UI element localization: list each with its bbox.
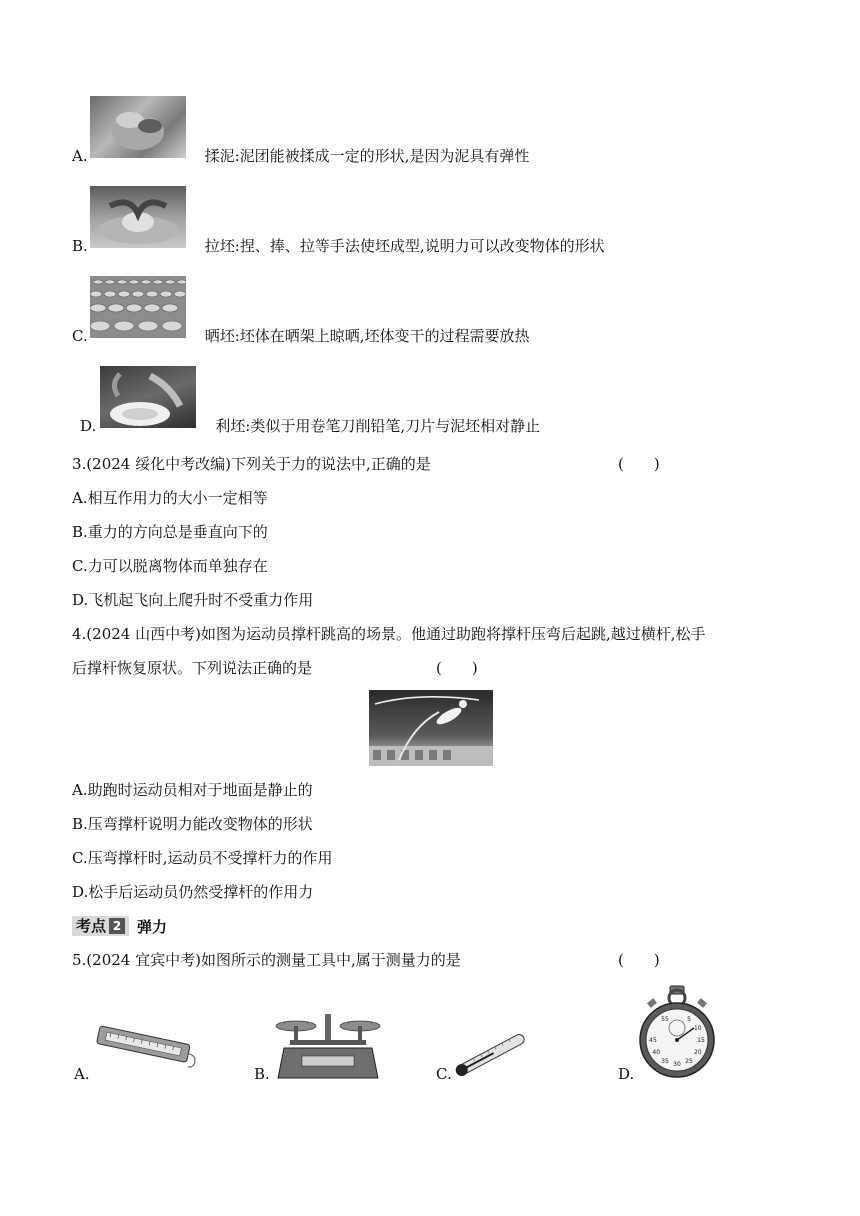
spring-scale-image [92, 1022, 202, 1080]
q3-option-a: A.相互作用力的大小一定相等 [72, 489, 268, 507]
q2-option-a: A. 揉泥:泥团能被揉成一定的形状,是因为泥具有弹性 [72, 147, 530, 165]
q4-option-b: B.压弯撑杆说明力能改变物体的形状 [72, 815, 313, 833]
stopwatch-numeral: 30 [673, 1061, 681, 1068]
section-title: 弹力 [137, 917, 168, 936]
stopwatch-numeral: 40 [652, 1049, 661, 1056]
stopwatch-svg [636, 984, 718, 1080]
stopwatch-numeral: 25 [685, 1057, 693, 1065]
stopwatch-numeral: 35 [661, 1057, 669, 1065]
q2-option-b: B. 拉坯:捏、捧、拉等手法使坯成型,说明力可以改变物体的形状 [72, 237, 605, 255]
stopwatch-numeral: 5 [687, 1016, 691, 1024]
q3-option-b: B.重力的方向总是垂直向下的 [72, 523, 268, 541]
section-heading [72, 916, 167, 936]
q3-option-d: D.飞机起飞向上爬升时不受重力作用 [72, 591, 314, 609]
q4-stem-line1: 4.(2024 山西中考)如图为运动员撑杆跳高的场景。他通过助跑将撑杆压弯后起跳,越过横杆,松手 [72, 625, 706, 643]
pole-vault-photo [369, 690, 493, 766]
q4-option-a: A.助跑时运动员相对于地面是静止的 [72, 781, 313, 799]
stopwatch-numeral: 15 [697, 1037, 705, 1044]
section-number: 2 [109, 918, 125, 934]
q5-option-a: A. [74, 1065, 90, 1083]
thermometer-image [448, 1032, 532, 1078]
section-label: 考点 [76, 917, 107, 935]
q2-option-c: C. 晒坯:坯体在晒架上晾晒,坯体变干的过程需要放热 [72, 327, 530, 345]
stopwatch-numeral: 45 [649, 1037, 657, 1044]
q3-answer-bracket: ( ) [618, 455, 660, 473]
q4-stem-line2: 后撑杆恢复原状。下列说法正确的是 [72, 659, 313, 677]
stopwatch-numeral: 20 [693, 1049, 702, 1056]
q5-answer-bracket: ( ) [618, 951, 660, 969]
section-badge [72, 916, 129, 936]
stopwatch-numeral: 10 [693, 1025, 702, 1032]
q3-option-c: C.力可以脱离物体而单独存在 [72, 557, 268, 575]
q4-option-c: C.压弯撑杆时,运动员不受撑杆力的作用 [72, 849, 333, 867]
q5-option-c: C. [436, 1065, 452, 1083]
balance-scale-image [274, 1004, 382, 1080]
q4-answer-bracket: ( ) [436, 659, 478, 677]
q4-option-d: D.松手后运动员仍然受撑杆的作用力 [72, 883, 314, 901]
q5-option-b: B. [254, 1065, 270, 1083]
q5-stem: 5.(2024 宜宾中考)如图所示的测量工具中,属于测量力的是 [72, 951, 461, 969]
stopwatch-numeral: 55 [661, 1016, 669, 1024]
q2-option-d: D. 利坯:类似于用卷笔刀削铅笔,刀片与泥坯相对静止 [80, 417, 541, 435]
q3-stem: 3.(2024 绥化中考改编)下列关于力的说法中,正确的是 [72, 455, 431, 473]
q5-option-d: D. [618, 1065, 635, 1083]
stopwatch-image [636, 984, 718, 1080]
